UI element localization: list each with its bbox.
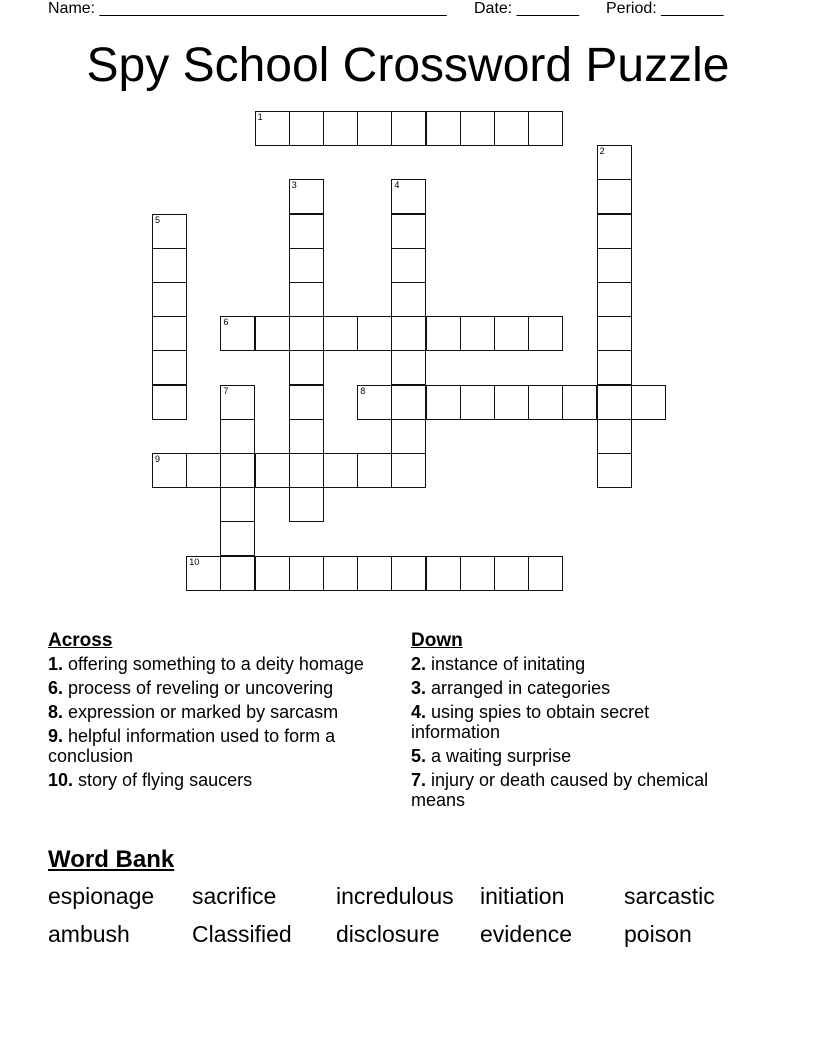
clue-text: expression or marked by sarcasm bbox=[63, 702, 339, 722]
word-bank-item: sarcastic bbox=[624, 883, 715, 909]
grid-cell[interactable] bbox=[289, 214, 324, 249]
word-bank-item: espionage bbox=[48, 883, 155, 909]
grid-cell[interactable] bbox=[391, 350, 426, 385]
clue-number: 9. bbox=[48, 726, 64, 746]
cell-number: 8 bbox=[360, 385, 366, 396]
grid-cell[interactable] bbox=[357, 316, 392, 351]
grid-cell[interactable] bbox=[391, 556, 426, 591]
grid-cell[interactable] bbox=[597, 248, 632, 283]
grid-cell[interactable] bbox=[220, 521, 255, 556]
grid-cell[interactable] bbox=[391, 111, 426, 146]
grid-cell[interactable] bbox=[631, 385, 666, 420]
clue-text: instance of initating bbox=[426, 654, 586, 674]
grid-cell[interactable] bbox=[323, 556, 358, 591]
cell-number: 1 bbox=[257, 112, 263, 122]
grid-cell[interactable] bbox=[426, 316, 461, 351]
clue-number: 5. bbox=[411, 746, 427, 766]
grid-cell[interactable] bbox=[289, 248, 324, 283]
clue-number: 2. bbox=[411, 654, 427, 674]
word-bank-item: sacrifice bbox=[192, 883, 277, 909]
clue-number: 1. bbox=[48, 654, 64, 674]
clue-text: offering something to a deity homage bbox=[63, 654, 364, 674]
grid-cell[interactable] bbox=[289, 111, 324, 146]
grid-cell[interactable] bbox=[152, 453, 187, 488]
grid-cell[interactable] bbox=[494, 385, 529, 420]
cell-number: 4 bbox=[394, 180, 400, 191]
grid-cell[interactable] bbox=[357, 556, 392, 591]
across-clue bbox=[48, 702, 388, 722]
across-clue bbox=[48, 770, 388, 790]
down-clue bbox=[411, 746, 711, 766]
grid-cell[interactable] bbox=[597, 282, 632, 317]
across-clues bbox=[48, 630, 388, 794]
grid-cell[interactable] bbox=[494, 316, 529, 351]
grid-cell[interactable] bbox=[528, 111, 563, 146]
grid-cell[interactable] bbox=[597, 350, 632, 385]
grid-cell[interactable] bbox=[289, 179, 324, 214]
word-bank-item: poison bbox=[624, 921, 692, 947]
down-clue bbox=[411, 678, 711, 698]
grid-cell[interactable] bbox=[597, 179, 632, 214]
word-bank-item: initiation bbox=[480, 883, 565, 909]
date-field-label[interactable]: Date: _______ bbox=[474, 0, 579, 17]
word-bank-item: incredulous bbox=[336, 883, 454, 909]
grid-cell[interactable] bbox=[152, 385, 187, 420]
grid-cell[interactable] bbox=[152, 214, 187, 249]
grid-cell[interactable] bbox=[152, 282, 187, 317]
word-bank-item: Classified bbox=[192, 921, 292, 947]
cell-number: 2 bbox=[599, 146, 605, 157]
grid-cell[interactable] bbox=[562, 385, 597, 420]
grid-cell[interactable] bbox=[426, 556, 461, 591]
grid-cell[interactable] bbox=[289, 316, 324, 351]
grid-cell[interactable] bbox=[597, 419, 632, 454]
grid-cell[interactable] bbox=[289, 487, 324, 522]
grid-cell[interactable] bbox=[323, 111, 358, 146]
grid-cell[interactable] bbox=[597, 385, 632, 420]
grid-cell[interactable] bbox=[357, 111, 392, 146]
grid-cell[interactable] bbox=[391, 282, 426, 317]
grid-cell[interactable] bbox=[357, 453, 392, 488]
grid-cell[interactable] bbox=[460, 111, 495, 146]
grid-cell[interactable] bbox=[186, 556, 221, 591]
clue-text: arranged in categories bbox=[426, 678, 611, 698]
grid-cell[interactable] bbox=[220, 487, 255, 522]
grid-cell[interactable] bbox=[220, 453, 255, 488]
grid-cell[interactable] bbox=[426, 111, 461, 146]
clue-number: 10. bbox=[48, 770, 74, 790]
word-bank-item: ambush bbox=[48, 921, 130, 947]
name-field-label[interactable]: Name: _______________________________________ bbox=[48, 0, 447, 17]
clue-text: using spies to obtain secret information bbox=[411, 702, 650, 742]
cell-number: 10 bbox=[189, 556, 200, 567]
grid-cell[interactable] bbox=[220, 385, 255, 420]
grid-cell[interactable] bbox=[186, 453, 221, 488]
down-clue bbox=[411, 654, 711, 674]
clue-text: story of flying saucers bbox=[73, 770, 253, 790]
clue-text: process of reveling or uncovering bbox=[63, 678, 334, 698]
clue-number: 6. bbox=[48, 678, 64, 698]
cell-number: 5 bbox=[155, 214, 161, 225]
grid-cell[interactable] bbox=[255, 316, 290, 351]
cell-number: 6 bbox=[223, 317, 229, 328]
grid-cell[interactable] bbox=[528, 385, 563, 420]
clue-number: 8. bbox=[48, 702, 64, 722]
grid-cell[interactable] bbox=[289, 350, 324, 385]
grid-cell[interactable] bbox=[597, 453, 632, 488]
across-clue bbox=[48, 678, 388, 698]
grid-cell[interactable] bbox=[220, 556, 255, 591]
grid-cell[interactable] bbox=[494, 111, 529, 146]
grid-cell[interactable] bbox=[460, 316, 495, 351]
grid-cell[interactable] bbox=[391, 419, 426, 454]
grid-cell[interactable] bbox=[152, 316, 187, 351]
grid-cell[interactable] bbox=[255, 453, 290, 488]
grid-cell[interactable] bbox=[152, 248, 187, 283]
grid-cell[interactable] bbox=[597, 316, 632, 351]
page-title: Spy School Crossword Puzzle bbox=[86, 39, 730, 92]
grid-cell[interactable] bbox=[357, 385, 392, 420]
grid-cell[interactable] bbox=[152, 350, 187, 385]
clue-number: 4. bbox=[411, 702, 427, 722]
period-field-label[interactable]: Period: _______ bbox=[606, 0, 724, 17]
word-bank-item: disclosure bbox=[336, 921, 440, 947]
word-bank-item: evidence bbox=[480, 921, 573, 947]
grid-cell[interactable] bbox=[391, 385, 426, 420]
grid-cell[interactable] bbox=[289, 556, 324, 591]
across-heading: Across bbox=[48, 630, 113, 651]
grid-cell[interactable] bbox=[255, 111, 290, 146]
across-clue bbox=[48, 726, 388, 766]
grid-cell[interactable] bbox=[391, 316, 426, 351]
grid-cell[interactable] bbox=[597, 214, 632, 249]
grid-cell[interactable] bbox=[426, 385, 461, 420]
cell-number: 3 bbox=[291, 180, 297, 191]
grid-cell[interactable] bbox=[391, 453, 426, 488]
grid-cell[interactable] bbox=[255, 556, 290, 591]
grid-cell[interactable] bbox=[597, 145, 632, 180]
down-clue bbox=[411, 702, 711, 742]
clue-number: 3. bbox=[411, 678, 427, 698]
grid-cell[interactable] bbox=[289, 453, 324, 488]
grid-cell[interactable] bbox=[460, 556, 495, 591]
grid-cell[interactable] bbox=[289, 385, 324, 420]
grid-cell[interactable] bbox=[391, 179, 426, 214]
grid-cell[interactable] bbox=[391, 248, 426, 283]
grid-cell[interactable] bbox=[494, 556, 529, 591]
grid-cell[interactable] bbox=[528, 556, 563, 591]
down-clues bbox=[411, 630, 711, 814]
across-clue bbox=[48, 654, 388, 674]
grid-cell[interactable] bbox=[391, 214, 426, 249]
down-heading: Down bbox=[411, 630, 463, 651]
clue-text: a waiting surprise bbox=[426, 746, 572, 766]
grid-cell[interactable] bbox=[528, 316, 563, 351]
clue-text: helpful information used to form a conclusion bbox=[48, 726, 336, 766]
grid-cell[interactable] bbox=[220, 316, 255, 351]
cell-number: 7 bbox=[223, 385, 229, 396]
clue-number: 7. bbox=[411, 770, 427, 790]
cell-number: 9 bbox=[155, 454, 161, 464]
grid-cell[interactable] bbox=[323, 453, 358, 488]
clue-text: injury or death caused by chemical means bbox=[411, 770, 709, 810]
down-clue bbox=[411, 770, 711, 810]
word-bank-title: Word Bank bbox=[48, 846, 175, 873]
grid-cell[interactable] bbox=[289, 282, 324, 317]
grid-cell[interactable] bbox=[323, 316, 358, 351]
grid-cell[interactable] bbox=[289, 419, 324, 454]
grid-cell[interactable] bbox=[460, 385, 495, 420]
grid-cell[interactable] bbox=[220, 419, 255, 454]
